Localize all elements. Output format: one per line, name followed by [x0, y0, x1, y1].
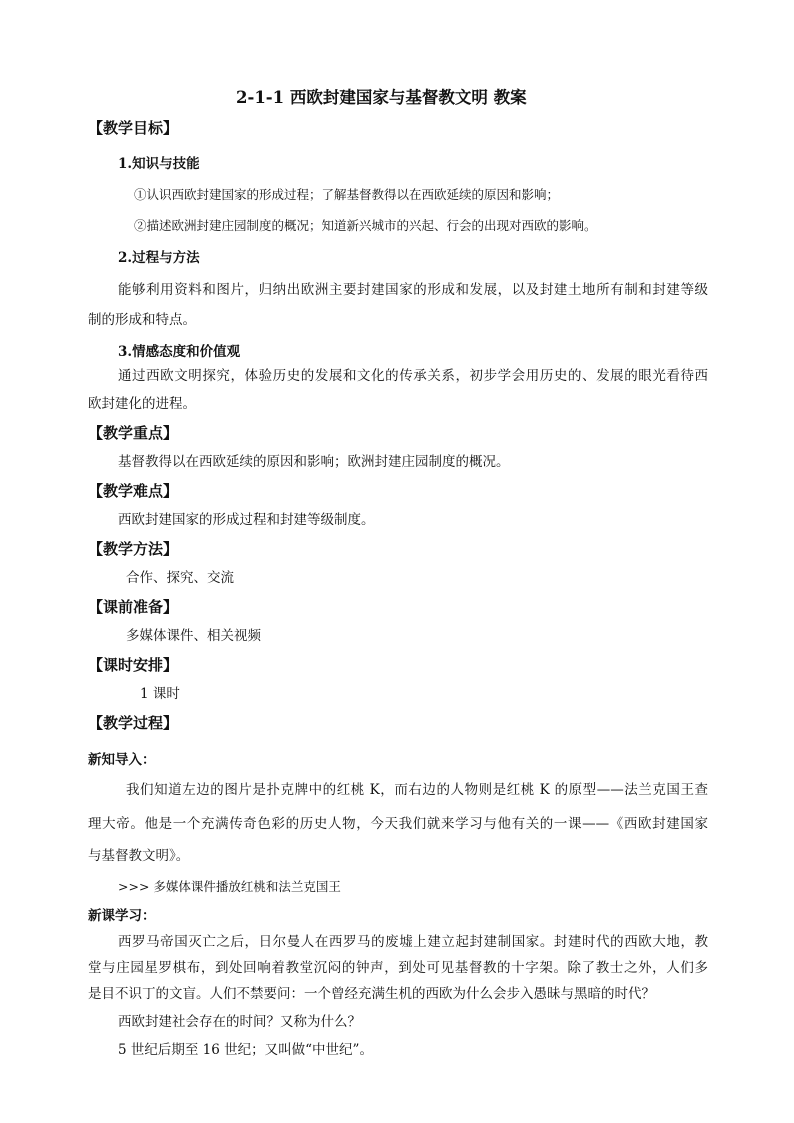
knowledge-item: ②描述欧洲封建庄园制度的概况；知道新兴城市的兴起、行会的出现对西欧的影响。 [134, 218, 597, 233]
section-heading-process: 【教学过程】 [88, 714, 179, 732]
intro-line: 理大帝。他是一个充满传奇色彩的历史人物，今天我们就来学习与他有关的一课——《西欧封建国家 [88, 816, 708, 832]
attitude-line: 欧封建化的进程。 [88, 396, 196, 412]
attitude-line: 通过西欧文明探究，体验历史的发展和文化的传承关系，初步学会用历史的、发展的眼光看待西 [118, 368, 708, 384]
knowledge-item: ①认识西欧封建国家的形成过程；了解基督教得以在西欧延续的原因和影响； [134, 187, 560, 202]
intro-line: 我们知道左边的图片是扑克牌中的红桃 K，而右边的人物则是红桃 K 的原型——法兰克国王查 [126, 782, 708, 798]
methods-text: 合作、探究、交流 [126, 570, 234, 586]
difficulties-text: 西欧封建国家的形成过程和封建等级制度。 [118, 512, 375, 528]
section-heading-key-points: 【教学重点】 [88, 424, 179, 442]
section-heading-difficulties: 【教学难点】 [88, 482, 179, 500]
key-points-text: 基督教得以在西欧延续的原因和影响；欧洲封建庄园制度的概况。 [118, 454, 510, 470]
question-text: 西欧封建社会存在的时间？又称为什么？ [118, 1014, 361, 1030]
intro-line: 与基督教文明》。 [88, 848, 190, 864]
answer-text: 5 世纪后期至 16 世纪；又叫做“中世纪”。 [118, 1042, 373, 1058]
section-heading-methods: 【教学方法】 [88, 540, 179, 558]
schedule-text: 1 课时 [140, 686, 180, 702]
media-note: >>> 多媒体课件播放红桃和法兰克国王 [118, 879, 341, 894]
section-heading-objectives: 【教学目标】 [88, 119, 179, 137]
attitude-heading: 3.情感态度和价值观 [118, 344, 241, 360]
process-method-line: 制的形成和特点。 [88, 312, 196, 328]
new-lesson-heading: 新课学习： [88, 908, 156, 924]
section-heading-preparation: 【课前准备】 [88, 598, 179, 616]
process-method-heading: 2.过程与方法 [118, 250, 200, 266]
document-title: 2-1-1 西欧封建国家与基督教文明 教案 [236, 88, 527, 107]
preparation-text: 多媒体课件、相关视频 [126, 628, 261, 644]
new-lesson-line: 堂与庄园星罗棋布，到处回响着教堂沉闷的钟声，到处可见基督教的十字架。除了教士之外，人们多 [88, 960, 708, 976]
process-method-line: 能够利用资料和图片，归纳出欧洲主要封建国家的形成和发展，以及封建土地所有制和封建等级 [118, 282, 708, 298]
knowledge-heading: 1.知识与技能 [118, 156, 200, 172]
new-lesson-line: 是目不识丁的文盲。人们不禁要问：一个曾经充满生机的西欧为什么会步入愚昧与黑暗的时代？ [88, 986, 655, 1002]
intro-heading: 新知导入： [88, 752, 156, 768]
new-lesson-line: 西罗马帝国灭亡之后，日尔曼人在西罗马的废墟上建立起封建制国家。封建时代的西欧大地，教 [118, 934, 708, 950]
section-heading-schedule: 【课时安排】 [88, 656, 179, 674]
